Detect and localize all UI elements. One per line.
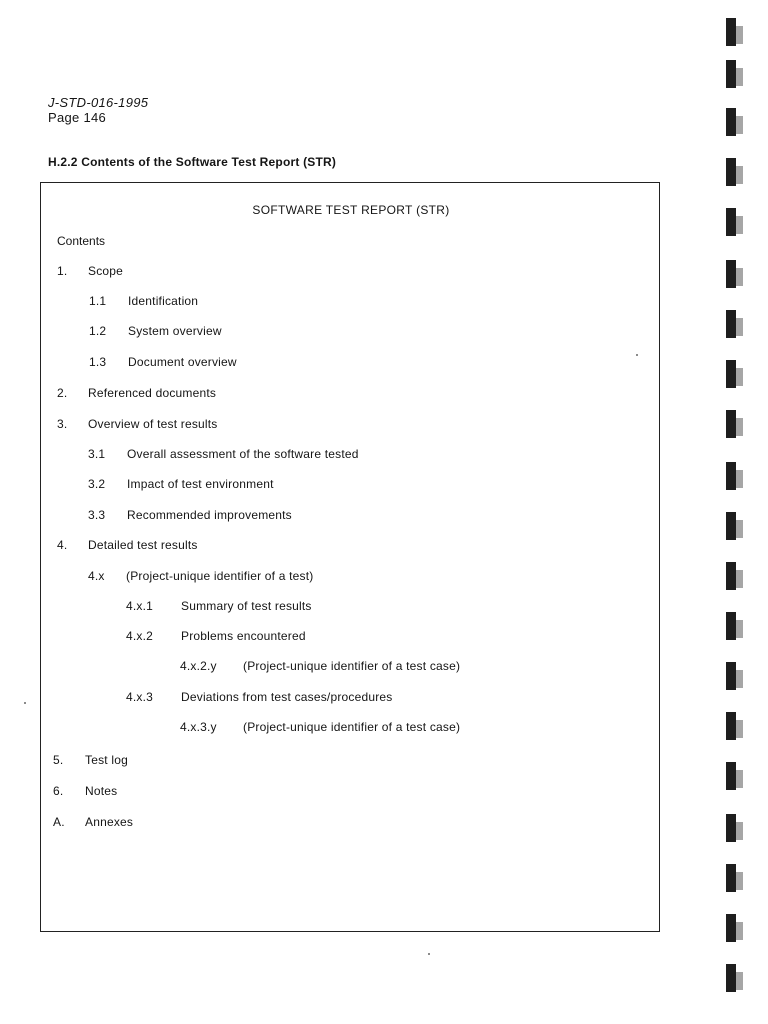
binding-mark: [726, 964, 736, 992]
contents-label: Contents: [57, 234, 106, 248]
section-heading: H.2.2 Contents of the Software Test Report (STR): [48, 155, 337, 169]
binding-mark: [726, 612, 736, 640]
toc-entry-number: 4.x.2.y: [180, 659, 217, 673]
binding-mark: [726, 60, 736, 88]
toc-entry-number: 2.: [57, 386, 68, 400]
page-number: Page 146: [48, 110, 107, 125]
toc-entry-3: [57, 417, 218, 431]
toc-entry-4-x-1: [126, 599, 312, 613]
toc-entry-number: 4.x: [88, 569, 105, 583]
binding-mark: [726, 864, 736, 892]
toc-entry-number: 3.: [57, 417, 68, 431]
toc-entry-label: Notes: [85, 784, 118, 798]
toc-entry-4-x: [88, 569, 314, 583]
toc-entry-label: Annexes: [85, 815, 134, 829]
toc-entry-number: 1.: [57, 264, 68, 278]
toc-entry-label: Deviations from test cases/procedures: [181, 690, 393, 704]
binding-mark: [726, 662, 736, 690]
binding-mark: [726, 108, 736, 136]
scan-speck: [636, 354, 638, 356]
toc-entry-label: Recommended improvements: [127, 508, 292, 522]
binding-mark: [726, 512, 736, 540]
toc-entry-label: (Project-unique identifier of a test): [126, 569, 314, 583]
toc-entry-number: A.: [53, 815, 65, 829]
toc-entry-1-3: [89, 355, 237, 369]
toc-entry-label: Test log: [85, 753, 128, 767]
binding-mark: [726, 18, 736, 46]
toc-entry-number: 4.x.3.y: [180, 720, 217, 734]
scan-speck: [428, 953, 430, 955]
binding-mark: [726, 208, 736, 236]
binding-mark: [726, 260, 736, 288]
toc-entry-number: 1.2: [89, 324, 107, 338]
toc-entry-number: 4.x.1: [126, 599, 154, 613]
toc-entry-label: Scope: [88, 264, 124, 278]
toc-entry-number: 4.x.3: [126, 690, 154, 704]
toc-entry-2: [57, 386, 216, 400]
binding-mark: [726, 158, 736, 186]
binding-mark: [726, 762, 736, 790]
toc-entry-3-3: [88, 508, 292, 522]
str-contents-box: [40, 182, 660, 932]
toc-entry-4-x-2-y: [180, 659, 460, 673]
binding-mark: [726, 562, 736, 590]
toc-entry-3-1: [88, 447, 359, 461]
binding-mark: [726, 462, 736, 490]
toc-entry-number: 3.2: [88, 477, 106, 491]
toc-entry-label: Overview of test results: [88, 417, 218, 431]
scan-speck: [24, 702, 26, 704]
toc-entry-number: 5.: [53, 753, 64, 767]
toc-entry-a: [53, 815, 133, 829]
toc-entry-number: 1.3: [89, 355, 107, 369]
binding-mark: [726, 360, 736, 388]
toc-entry-label: (Project-unique identifier of a test case): [243, 720, 461, 734]
binding-mark: [726, 914, 736, 942]
toc-entry-label: Overall assessment of the software tested: [127, 447, 359, 461]
binding-mark: [726, 712, 736, 740]
toc-entry-4: [57, 538, 198, 552]
toc-entry-label: System overview: [128, 324, 222, 338]
toc-entry-label: Detailed test results: [88, 538, 198, 552]
toc-entry-4-x-3: [126, 690, 393, 704]
toc-entry-label: Identification: [128, 294, 199, 308]
toc-entry-1: [57, 264, 123, 278]
binding-mark: [726, 310, 736, 338]
toc-entry-5: [53, 753, 128, 767]
toc-entry-4-x-2: [126, 629, 306, 643]
toc-entry-6: [53, 784, 117, 798]
toc-entry-3-2: [88, 477, 274, 491]
toc-entry-label: Document overview: [128, 355, 237, 369]
toc-entry-1-1: [89, 294, 198, 308]
toc-entry-number: 6.: [53, 784, 64, 798]
toc-entry-1-2: [89, 324, 222, 338]
toc-entry-label: Referenced documents: [88, 386, 217, 400]
binding-mark: [726, 410, 736, 438]
standard-code: J-STD-016-1995: [48, 95, 149, 110]
toc-entry-4-x-3-y: [180, 720, 460, 734]
binding-mark: [726, 814, 736, 842]
toc-entry-number: 1.1: [89, 294, 107, 308]
toc-entry-number: 3.1: [88, 447, 106, 461]
toc-entry-label: (Project-unique identifier of a test case): [243, 659, 461, 673]
toc-entry-label: Summary of test results: [181, 599, 312, 613]
toc-entry-label: Impact of test environment: [127, 477, 274, 491]
binding-edge-marks: [726, 0, 756, 1024]
toc-entry-number: 3.3: [88, 508, 106, 522]
toc-entry-number: 4.x.2: [126, 629, 154, 643]
toc-entry-label: Problems encountered: [181, 629, 306, 643]
box-title: SOFTWARE TEST REPORT (STR): [252, 203, 450, 217]
toc-entry-number: 4.: [57, 538, 68, 552]
